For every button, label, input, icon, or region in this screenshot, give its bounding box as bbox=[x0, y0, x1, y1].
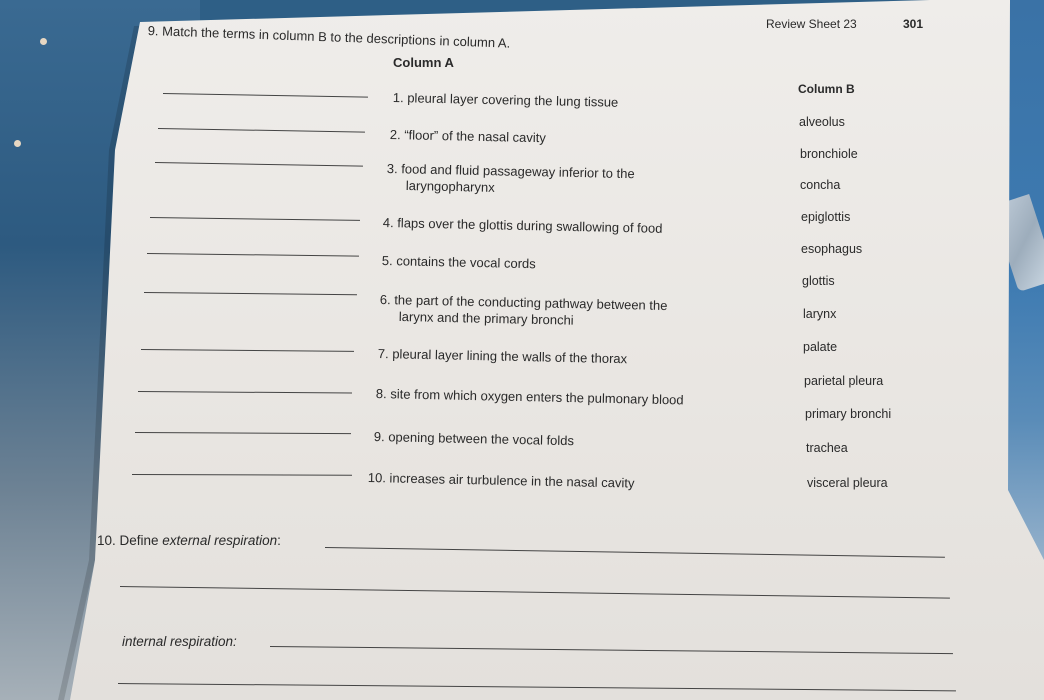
description-10: 10. increases air turbulence in the nasal cavity bbox=[367, 470, 635, 491]
term-trachea: trachea bbox=[806, 441, 848, 455]
question-10-prompt bbox=[97, 533, 281, 549]
description-9: 9. opening between the vocal folds bbox=[373, 429, 575, 449]
description-8: 8. site from which oxygen enters the pulmonary blood bbox=[375, 386, 684, 408]
description-2: 2. “floor” of the nasal cavity bbox=[389, 127, 547, 146]
term-epiglottis: epiglottis bbox=[801, 210, 851, 224]
question-9-prompt: 9. Match the terms in column B to the descriptions in column A. bbox=[147, 23, 511, 51]
term-larynx: larynx bbox=[803, 307, 837, 321]
column-b-title: Column B bbox=[798, 82, 855, 96]
description-6-continued: larynx and the primary bronchi bbox=[398, 309, 574, 328]
background-dot bbox=[14, 140, 21, 147]
term-bronchiole: bronchiole bbox=[800, 147, 858, 161]
description-5: 5. contains the vocal cords bbox=[381, 253, 536, 272]
description-7: 7. pleural layer lining the walls of the thorax bbox=[377, 346, 628, 367]
description-4: 4. flaps over the glottis during swallowing of food bbox=[382, 215, 663, 236]
description-6: 6. the part of the conducting pathway between the bbox=[379, 292, 668, 314]
term-visceral-pleura: visceral pleura bbox=[807, 476, 888, 490]
question-10-label: 10. Define external respiration: bbox=[97, 533, 281, 548]
term-parietal-pleura: parietal pleura bbox=[804, 374, 884, 388]
term-primary-bronchi: primary bronchi bbox=[805, 407, 892, 421]
background-dot bbox=[40, 38, 47, 45]
description-3-continued: laryngopharynx bbox=[405, 178, 495, 195]
term-esophagus: esophagus bbox=[801, 242, 863, 256]
sheet-title: Review Sheet 23 bbox=[766, 17, 857, 31]
term-glottis: glottis bbox=[802, 274, 835, 288]
page-number: 301 bbox=[903, 17, 924, 31]
term-concha: concha bbox=[800, 178, 841, 192]
description-1: 1. pleural layer covering the lung tissue bbox=[392, 90, 619, 110]
description-3: 3. food and fluid passageway inferior to the bbox=[386, 161, 635, 182]
column-a-title: Column A bbox=[393, 55, 454, 70]
term-alveolus: alveolus bbox=[799, 115, 845, 129]
term-palate: palate bbox=[803, 340, 838, 354]
internal-respiration-label: internal respiration: bbox=[122, 634, 237, 649]
